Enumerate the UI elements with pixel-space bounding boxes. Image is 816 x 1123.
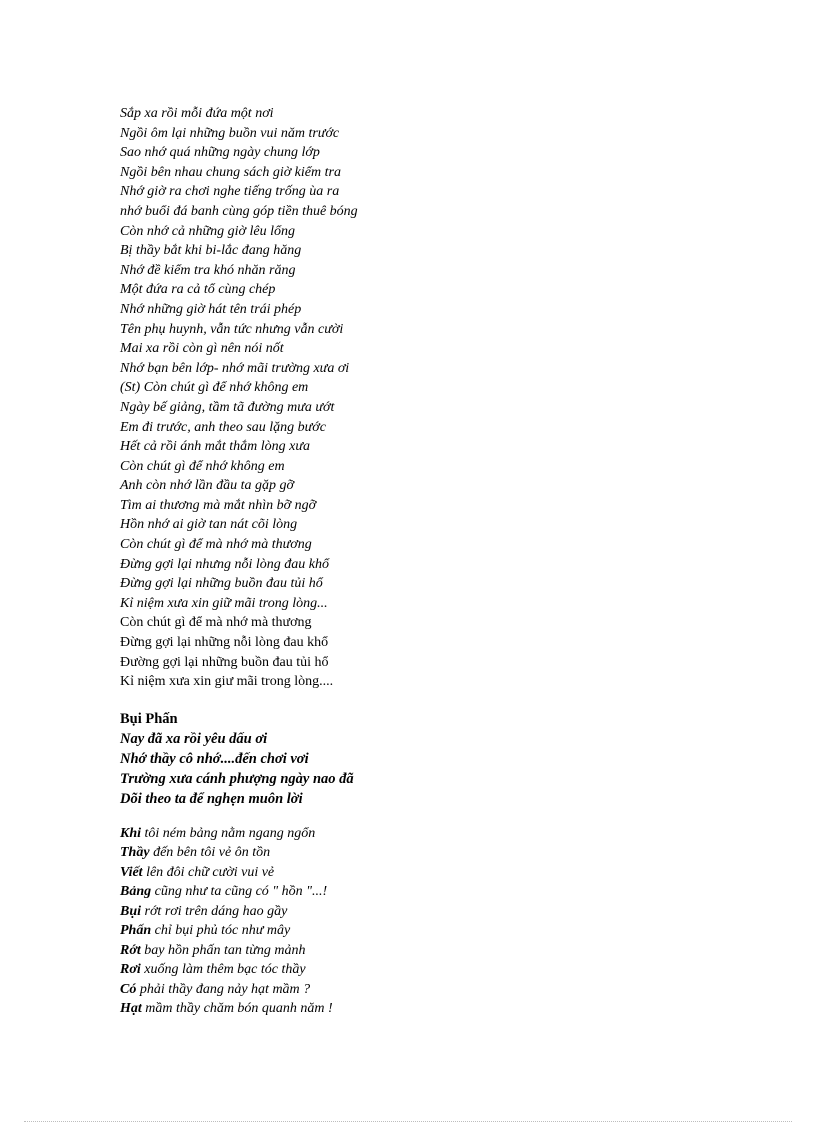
poem-line: Bị thầy bắt khi bi-lắc đang hăng bbox=[120, 243, 302, 259]
line-text: mầm thầy chăm bón quanh năm ! bbox=[141, 1001, 333, 1017]
poem-line bbox=[120, 999, 760, 1019]
line-text: cũng như ta cũng có " hồn "...! bbox=[151, 884, 328, 900]
poem-line: Nay đã xa rồi yêu dấu ơi bbox=[120, 730, 268, 747]
poem-line bbox=[120, 843, 760, 863]
acrostic-word: Phấn bbox=[120, 923, 152, 939]
poem-line: Dõi theo ta để nghẹn muôn lời bbox=[120, 790, 303, 807]
acrostic-word: Bụi bbox=[120, 903, 142, 919]
acrostic-word: Có bbox=[120, 981, 137, 997]
poem-line-plain: Còn chút gì để mà nhớ mà thương bbox=[120, 615, 312, 631]
poem-line: Nhớ bạn bên lớp- nhớ mãi trường xưa ơi bbox=[120, 360, 350, 376]
line-text: đến bên tôi vẻ ôn tồn bbox=[149, 845, 271, 861]
poem-section-3 bbox=[120, 824, 760, 1019]
poem-line: Đừng gợi lại những buồn đau tủi hổ bbox=[120, 576, 323, 592]
poem-line: Nhớ những giờ hát tên trái phép bbox=[120, 301, 302, 317]
line-text: xuống làm thêm bạc tóc thầy bbox=[140, 962, 306, 978]
acrostic-word: Rớt bbox=[120, 942, 141, 958]
poem-line: Hết cả rồi ánh mắt thắm lòng xưa bbox=[120, 439, 311, 455]
poem-line: Hồn nhớ ai giờ tan nát cõi lòng bbox=[120, 517, 298, 533]
page-bottom-divider bbox=[24, 1121, 792, 1122]
poem-line: Sao nhớ quá những ngày chung lớp bbox=[120, 145, 320, 161]
document-page bbox=[120, 104, 760, 1019]
poem-line bbox=[120, 863, 760, 883]
poem-line-plain: Đường gợi lại những buồn đau tủi hổ bbox=[120, 654, 329, 670]
acrostic-word: Viết bbox=[120, 864, 143, 880]
poem-line: Tên phụ huynh, vẫn tức nhưng vẫn cười bbox=[120, 321, 344, 337]
poem-line: Nhớ thầy cô nhớ....đến chơi vơi bbox=[120, 750, 309, 767]
line-text: tôi ném bảng nằm ngang ngổn bbox=[141, 825, 316, 841]
poem-line: Còn chút gì để mà nhớ mà thương bbox=[120, 537, 312, 553]
poem-line: nhớ buổi đá banh cùng góp tiền thuê bóng bbox=[120, 203, 358, 219]
line-text: phải thầy đang nảy hạt mầm ? bbox=[136, 981, 311, 997]
poem-section-2 bbox=[120, 709, 760, 809]
poem-line bbox=[120, 921, 760, 941]
acrostic-word: Hạt bbox=[120, 1001, 142, 1017]
acrostic-word: Khi bbox=[120, 825, 142, 841]
line-text: lên đôi chữ cười vui vẻ bbox=[142, 864, 275, 880]
poem-line bbox=[120, 980, 760, 1000]
poem-line: Tìm ai thương mà mắt nhìn bỡ ngỡ bbox=[120, 497, 317, 513]
poem-line: Mai xa rồi còn gì nên nói nốt bbox=[120, 341, 284, 357]
poem-line: Còn nhớ cả những giờ lêu lổng bbox=[120, 223, 296, 239]
poem-line: Một đứa ra cả tổ cùng chép bbox=[120, 282, 276, 298]
poem-line bbox=[120, 882, 760, 902]
acrostic-word: Bảng bbox=[120, 884, 152, 900]
poem-line: Ngồi bên nhau chung sách giờ kiểm tra bbox=[120, 164, 341, 180]
line-text: rớt rơi trên dáng hao gầy bbox=[141, 903, 288, 919]
line-text: bay hồn phấn tan từng mảnh bbox=[140, 942, 306, 958]
poem-line: Trường xưa cánh phượng ngày nao đã bbox=[120, 770, 354, 787]
acrostic-word: Rơi bbox=[120, 962, 141, 978]
poem-line bbox=[120, 824, 760, 844]
poem-line: Nhớ giờ ra chơi nghe tiếng trống ùa ra bbox=[120, 184, 340, 200]
poem-line: Còn chút gì để nhớ không em bbox=[120, 458, 285, 474]
poem-line: Ngồi ôm lại những buồn vui năm trước bbox=[120, 125, 340, 141]
poem-line: Đừng gợi lại nhưng nỗi lòng đau khổ bbox=[120, 556, 330, 572]
line-text: chỉ bụi phủ tóc như mây bbox=[151, 923, 291, 939]
poem-line bbox=[120, 941, 760, 961]
poem-line: Sắp xa rồi mỗi đứa một nơi bbox=[120, 106, 274, 121]
poem-line: (St) Còn chút gì để nhớ không em bbox=[120, 380, 309, 396]
acrostic-word: Thầy bbox=[120, 845, 150, 861]
poem-title: Bụi Phấn bbox=[120, 710, 178, 727]
poem-line bbox=[120, 960, 760, 980]
poem-line-plain: Đừng gợi lại những nỗi lòng đau khổ bbox=[120, 635, 329, 651]
poem-line: Ngày bế giảng, tầm tã đường mưa ướt bbox=[120, 399, 335, 415]
poem-line bbox=[120, 902, 760, 922]
poem-line: Anh còn nhớ lần đầu ta gặp gỡ bbox=[120, 478, 294, 494]
poem-section-1 bbox=[120, 104, 760, 692]
poem-line-plain: Kỉ niệm xưa xin giư mãi trong lòng.... bbox=[120, 674, 334, 690]
poem-line: Em đi trước, anh theo sau lặng bước bbox=[120, 419, 326, 435]
poem-line: Nhớ đề kiểm tra khó nhăn răng bbox=[120, 262, 296, 278]
poem-line: Kỉ niệm xưa xin giữ mãi trong lòng... bbox=[120, 595, 328, 611]
